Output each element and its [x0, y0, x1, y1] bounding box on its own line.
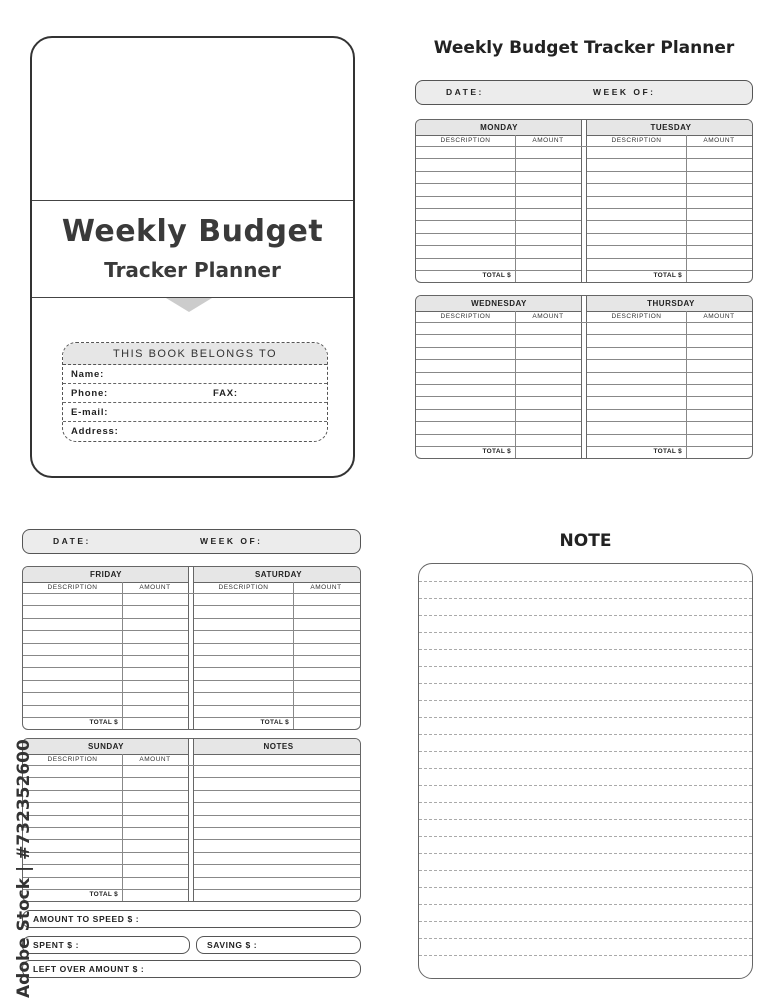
- left-amount-header: AMOUNT: [532, 137, 564, 144]
- note-line: [419, 700, 752, 701]
- table-row-line: [23, 777, 188, 778]
- table-row-line: [416, 396, 581, 397]
- table-row-line: [587, 245, 752, 246]
- table-row-line: [587, 359, 752, 360]
- table-row-line: [23, 692, 188, 693]
- right-amount-header: AMOUNT: [703, 137, 735, 144]
- owner-heading: THIS BOOK BELONGS TO: [63, 343, 327, 365]
- table-row-line: [23, 643, 188, 644]
- table-row-line: [194, 605, 360, 606]
- owner-name-field[interactable]: [63, 365, 327, 384]
- table-row-line: [194, 618, 360, 619]
- left-description-header: DESCRIPTION: [47, 756, 98, 763]
- subheader-line: [416, 146, 752, 147]
- notes-column-title: NOTES: [263, 742, 294, 751]
- table-row-line: [416, 158, 581, 159]
- table-row-line: [587, 183, 752, 184]
- owner-fax-label: FAX:: [213, 388, 238, 399]
- table-row-line: [23, 630, 188, 631]
- day-name-sunday: SUNDAY: [87, 742, 125, 751]
- table-row-line: [416, 384, 581, 385]
- right-description-header: DESCRIPTION: [611, 137, 662, 144]
- right-total-label: TOTAL $: [260, 719, 289, 726]
- table-row-line: [194, 827, 360, 828]
- owner-address-label: Address:: [71, 426, 119, 437]
- table-row-line: [587, 208, 752, 209]
- table-row-line: [194, 864, 360, 865]
- table-row-line: [416, 171, 581, 172]
- note-line: [419, 768, 752, 769]
- note-lines-box[interactable]: [418, 563, 753, 979]
- table-row-line: [23, 705, 188, 706]
- left-description-header: DESCRIPTION: [440, 313, 491, 320]
- week-of-label: WEEK OF:: [593, 87, 656, 97]
- day-name-monday: MONDAY: [480, 123, 518, 132]
- date-label: DATE:: [446, 87, 484, 97]
- note-line: [419, 717, 752, 718]
- note-line: [419, 734, 752, 735]
- note-line: [419, 819, 752, 820]
- date-label-2: DATE:: [53, 536, 91, 546]
- note-line: [419, 802, 752, 803]
- table-row-line: [416, 434, 581, 435]
- table-row-line: [416, 196, 581, 197]
- table-row-line: [587, 434, 752, 435]
- note-line: [419, 870, 752, 871]
- table-row-line: [23, 889, 188, 890]
- table-row-line: [23, 802, 188, 803]
- table-row-line: [587, 372, 752, 373]
- table-row-line: [416, 220, 581, 221]
- note-line: [419, 785, 752, 786]
- owner-email-field[interactable]: [63, 403, 327, 422]
- cover-page: [30, 36, 355, 478]
- table-row-line: [587, 158, 752, 159]
- table-row-line: [23, 667, 188, 668]
- sunday-notes-table: [22, 738, 361, 902]
- table-row-line: [23, 605, 188, 606]
- note-line: [419, 581, 752, 582]
- note-line: [419, 955, 752, 956]
- table-row-line: [23, 815, 188, 816]
- table-row-line: [23, 827, 188, 828]
- note-line: [419, 666, 752, 667]
- right-description-header: DESCRIPTION: [611, 313, 662, 320]
- table-row-line: [23, 790, 188, 791]
- right-amount-header: AMOUNT: [703, 313, 735, 320]
- date-week-bar-2[interactable]: [22, 529, 361, 554]
- table-row-line: [194, 680, 360, 681]
- note-line: [419, 887, 752, 888]
- table-row-line: [416, 347, 581, 348]
- table-row-line: [587, 196, 752, 197]
- monday-tuesday-table: [415, 119, 753, 283]
- table-row-line: [194, 790, 360, 791]
- note-page-title: NOTE: [559, 531, 612, 551]
- table-row-line: [587, 347, 752, 348]
- note-line: [419, 632, 752, 633]
- table-row-line: [194, 777, 360, 778]
- table-row-line: [587, 220, 752, 221]
- week-of-label-2: WEEK OF:: [200, 536, 263, 546]
- day-name-tuesday: TUESDAY: [650, 123, 692, 132]
- table-row-line: [194, 815, 360, 816]
- table-row-line: [416, 270, 581, 271]
- table-row-line: [416, 208, 581, 209]
- cover-title-line2: Tracker Planner: [104, 258, 281, 282]
- left-amount-header: AMOUNT: [532, 313, 564, 320]
- planner-page-title: Weekly Budget Tracker Planner: [433, 38, 735, 58]
- table-row-line: [587, 446, 752, 447]
- note-line: [419, 904, 752, 905]
- left-total-label: TOTAL $: [482, 448, 511, 455]
- table-row-line: [194, 655, 360, 656]
- table-row-line: [587, 334, 752, 335]
- left-description-header: DESCRIPTION: [47, 584, 98, 591]
- day-name-friday: FRIDAY: [89, 570, 123, 579]
- subheader-line: [23, 765, 360, 766]
- stock-id-label: [12, 739, 34, 1000]
- owner-info-box: [62, 342, 328, 442]
- table-row-line: [416, 233, 581, 234]
- table-row-line: [23, 717, 188, 718]
- table-row-line: [416, 446, 581, 447]
- left-description-header: DESCRIPTION: [440, 137, 491, 144]
- table-row-line: [587, 171, 752, 172]
- day-name-wednesday: WEDNESDAY: [471, 299, 527, 308]
- table-row-line: [416, 334, 581, 335]
- table-row-line: [587, 396, 752, 397]
- table-row-line: [416, 245, 581, 246]
- table-row-line: [194, 852, 360, 853]
- cover-title-line1: Weekly Budget: [61, 214, 324, 249]
- wednesday-thursday-table: [415, 295, 753, 459]
- note-line: [419, 836, 752, 837]
- table-row-line: [416, 421, 581, 422]
- table-row-line: [23, 618, 188, 619]
- table-row-line: [23, 680, 188, 681]
- note-line: [419, 649, 752, 650]
- table-row-line: [194, 630, 360, 631]
- note-line: [419, 751, 752, 752]
- table-row-line: [587, 409, 752, 410]
- table-row-line: [194, 839, 360, 840]
- table-row-line: [587, 258, 752, 259]
- right-total-label: TOTAL $: [653, 272, 682, 279]
- table-row-line: [194, 802, 360, 803]
- date-week-bar[interactable]: [415, 80, 753, 105]
- owner-phone-field[interactable]: [63, 384, 327, 403]
- left-amount-header: AMOUNT: [139, 756, 171, 763]
- table-row-line: [587, 384, 752, 385]
- left-total-label: TOTAL $: [89, 891, 118, 898]
- right-total-label: TOTAL $: [653, 448, 682, 455]
- spent-field[interactable]: SPENT $ :: [22, 936, 190, 954]
- owner-email-label: E-mail:: [71, 407, 109, 418]
- table-row-line: [416, 258, 581, 259]
- friday-saturday-table: [22, 566, 361, 730]
- right-amount-header: AMOUNT: [310, 584, 342, 591]
- table-row-line: [194, 877, 360, 878]
- table-row-line: [194, 692, 360, 693]
- table-row-line: [23, 655, 188, 656]
- table-row-line: [194, 643, 360, 644]
- stock-id-text: Adobe Stock | #732352600: [14, 739, 34, 998]
- table-row-line: [23, 877, 188, 878]
- table-row-line: [587, 270, 752, 271]
- table-row-line: [587, 233, 752, 234]
- amount-to-speed-field[interactable]: AMOUNT TO SPEED $ :: [22, 910, 361, 928]
- day-name-thursday: THURSDAY: [647, 299, 695, 308]
- note-line: [419, 938, 752, 939]
- table-row-line: [194, 705, 360, 706]
- owner-address-field[interactable]: [63, 422, 327, 441]
- table-row-line: [416, 359, 581, 360]
- table-row-line: [194, 889, 360, 890]
- subheader-line: [416, 322, 752, 323]
- note-line: [419, 683, 752, 684]
- saving-field[interactable]: SAVING $ :: [196, 936, 361, 954]
- table-row-line: [23, 852, 188, 853]
- table-row-line: [416, 409, 581, 410]
- left-total-label: TOTAL $: [89, 719, 118, 726]
- day-name-saturday: SATURDAY: [254, 570, 303, 579]
- left-over-amount-field[interactable]: LEFT OVER AMOUNT $ :: [22, 960, 361, 978]
- table-row-line: [23, 839, 188, 840]
- table-row-line: [587, 421, 752, 422]
- cover-arrow-decoration: [166, 298, 212, 312]
- note-line: [419, 598, 752, 599]
- right-description-header: DESCRIPTION: [218, 584, 269, 591]
- table-row-line: [194, 667, 360, 668]
- left-total-label: TOTAL $: [482, 272, 511, 279]
- note-line: [419, 853, 752, 854]
- table-row-line: [194, 717, 360, 718]
- owner-name-label: Name:: [71, 369, 105, 380]
- owner-phone-label: Phone:: [71, 388, 108, 399]
- table-row-line: [416, 183, 581, 184]
- note-line: [419, 615, 752, 616]
- table-row-line: [416, 372, 581, 373]
- table-row-line: [23, 864, 188, 865]
- left-amount-header: AMOUNT: [139, 584, 171, 591]
- note-line: [419, 921, 752, 922]
- subheader-line: [23, 593, 360, 594]
